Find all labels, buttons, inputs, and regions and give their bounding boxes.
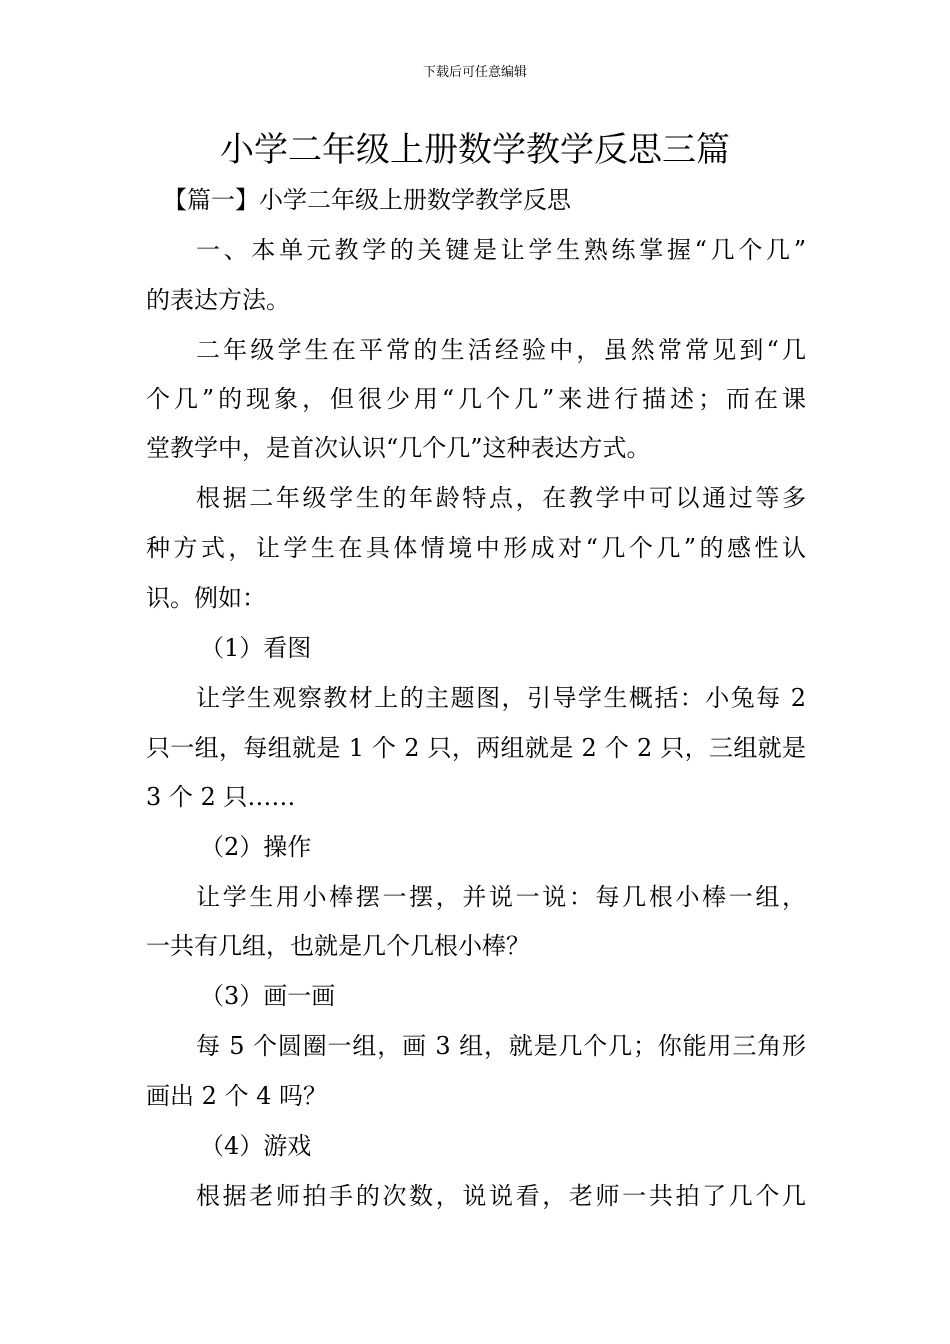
paragraph-line: 堂教学中，是首次认识“几个几”这种表达方式。 bbox=[146, 434, 651, 462]
paragraph-line: 让学生观察教材上的主题图，引导学生概括：小兔每 2 bbox=[196, 684, 806, 712]
list-item-heading: （1）看图 bbox=[200, 634, 312, 662]
list-item-heading: （2）操作 bbox=[200, 833, 312, 861]
header-note: 下载后可任意编辑 bbox=[422, 65, 527, 80]
list-item-heading: （4）游戏 bbox=[200, 1132, 312, 1160]
paragraph-line: 每 5 个圆圈一组，画 3 组，就是几个几；你能用三角形 bbox=[196, 1032, 806, 1060]
paragraph-line: 的表达方法。 bbox=[146, 286, 290, 314]
paragraph-line: 根据老师拍手的次数，说说看，老师一共拍了几个几 bbox=[196, 1182, 806, 1210]
paragraph-line: 3 个 2 只…… bbox=[146, 783, 296, 811]
paragraph-line: 个几”的现象，但很少用“几个几”来进行描述；而在课 bbox=[146, 385, 806, 413]
paragraph-line: 二年级学生在平常的生活经验中，虽然常常见到“几 bbox=[196, 336, 806, 364]
list-item-heading: （3）画一画 bbox=[200, 982, 336, 1010]
paragraph-line: 让学生用小棒摆一摆，并说一说：每几根小棒一组， bbox=[196, 883, 806, 911]
paragraph-line: 一、本单元教学的关键是让学生熟练掌握“几个几” bbox=[196, 236, 806, 264]
paragraph-line: 画出 2 个 4 吗？ bbox=[146, 1082, 328, 1110]
section-heading: 【篇一】小学二年级上册数学教学反思 bbox=[163, 186, 571, 214]
paragraph-line: 识。例如： bbox=[146, 584, 266, 612]
paragraph-line: 只一组，每组就是 1 个 2 只，两组就是 2 个 2 只，三组就是 bbox=[146, 734, 806, 762]
paragraph-line: 一共有几组，也就是几个几根小棒？ bbox=[146, 932, 530, 960]
paragraph-line: 种方式，让学生在具体情境中形成对“几个几”的感性认 bbox=[146, 534, 806, 562]
paragraph-line: 根据二年级学生的年龄特点，在教学中可以通过等多 bbox=[196, 484, 806, 512]
document-title: 小学二年级上册数学教学反思三篇 bbox=[220, 130, 730, 170]
